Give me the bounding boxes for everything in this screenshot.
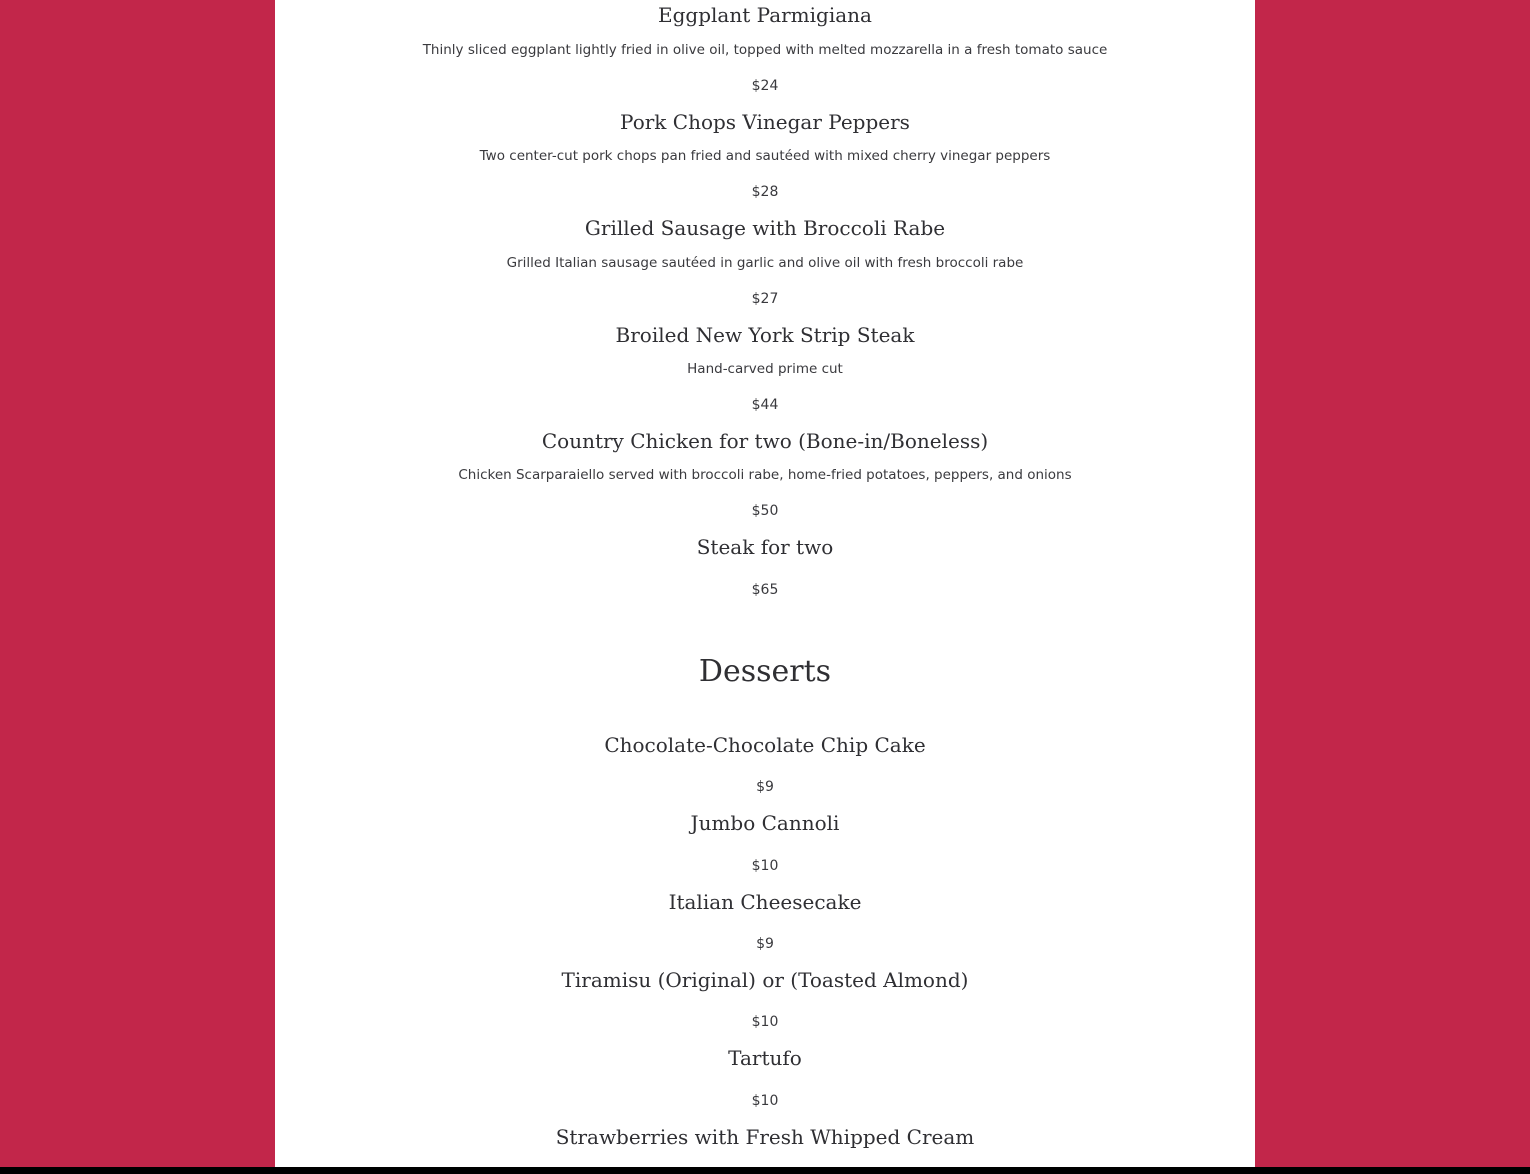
- menu-item-description: Thinly sliced eggplant lightly fried in olive oil, topped with melted mozzarella in a fresh tomato sauce: [422, 42, 1108, 58]
- dessert-item-name: Strawberries with Fresh Whipped Cream: [555, 1125, 975, 1149]
- dessert-item-price: $9: [756, 779, 774, 795]
- menu-item-price: $28: [751, 184, 779, 200]
- menu-item-name: Eggplant Parmigiana: [658, 3, 872, 27]
- menu-item-name: Country Chicken for two (Bone-in/Boneless): [541, 429, 989, 453]
- dessert-item-price: $10: [751, 858, 779, 874]
- menu-item-price: $24: [751, 78, 779, 94]
- dessert-item-name: Jumbo Cannoli: [690, 811, 840, 835]
- menu-item-description: Chicken Scarparaiello served with broccoli rabe, home-fried potatoes, peppers, and onions: [458, 467, 1072, 483]
- menu-item-name: Steak for two: [696, 535, 834, 559]
- menu-item-name: Broiled New York Strip Steak: [615, 323, 915, 347]
- dessert-item-price: $10: [751, 1093, 779, 1109]
- dessert-item-name: Tartufo: [728, 1046, 802, 1070]
- dessert-item-name: Chocolate-Chocolate Chip Cake: [604, 733, 926, 757]
- bottom-edge-bar: [0, 1167, 1530, 1174]
- dessert-item-name: Italian Cheesecake: [668, 890, 862, 914]
- menu-item-price: $44: [751, 397, 779, 413]
- menu-item-description: Grilled Italian sausage sautéed in garlic and olive oil with fresh broccoli rabe: [506, 255, 1024, 271]
- menu-item-description: Hand-carved prime cut: [687, 361, 843, 377]
- dessert-item-price: $9: [756, 936, 774, 952]
- menu-item-price: $65: [751, 582, 779, 598]
- menu-item-name: Grilled Sausage with Broccoli Rabe: [584, 216, 946, 240]
- menu-item-price: $27: [751, 291, 779, 307]
- dessert-item-name: Tiramisu (Original) or (Toasted Almond): [561, 968, 969, 992]
- menu-item-description: Two center-cut pork chops pan fried and sautéed with mixed cherry vinegar peppers: [479, 148, 1051, 164]
- section-heading-desserts: Desserts: [698, 654, 832, 689]
- menu-item-name: Pork Chops Vinegar Peppers: [620, 110, 910, 134]
- menu-item-price: $50: [751, 503, 779, 519]
- dessert-item-price: $10: [751, 1014, 779, 1030]
- menu-panel: [275, 0, 1255, 1167]
